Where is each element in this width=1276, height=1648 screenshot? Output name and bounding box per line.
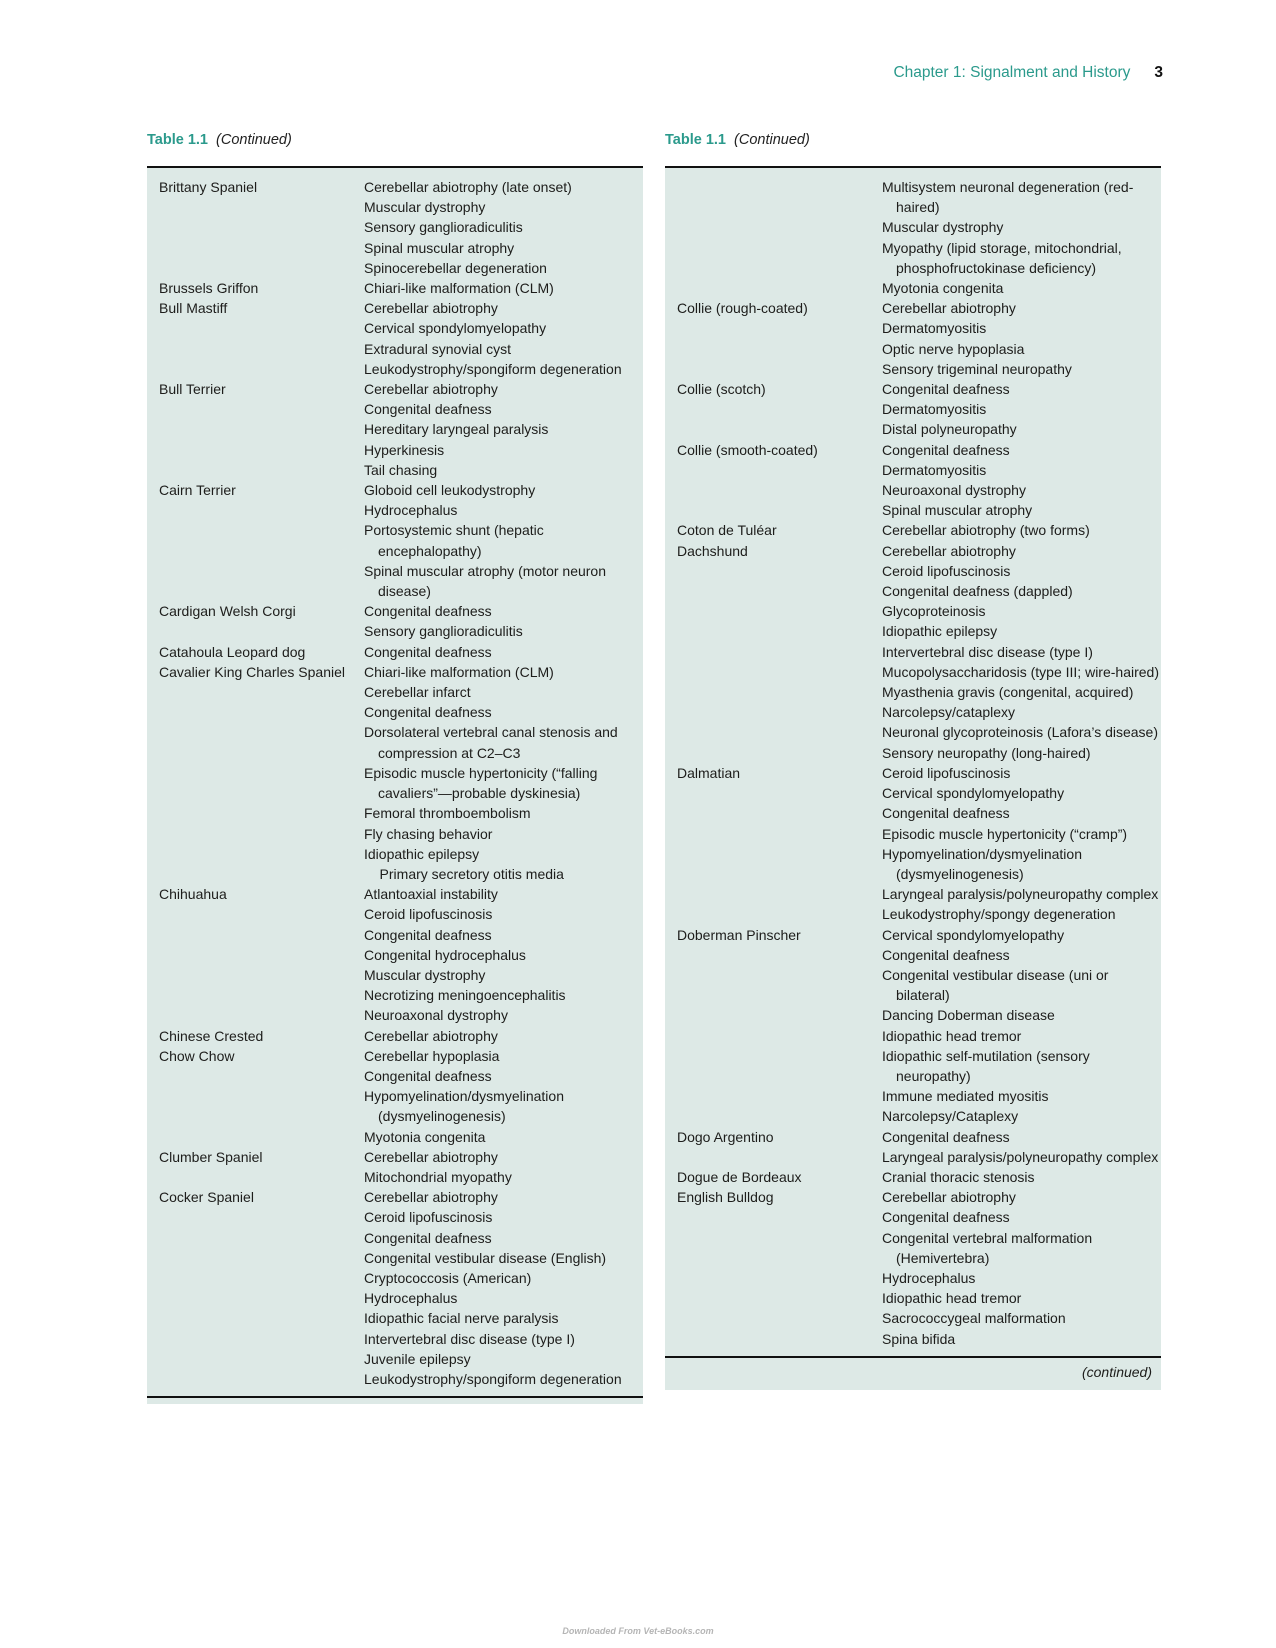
condition-item: Leukodystrophy/spongy degeneration (882, 906, 1116, 923)
breed-cell (665, 177, 882, 298)
table-row (147, 1147, 643, 1187)
conditions-cell (364, 662, 643, 884)
conditions-cell (364, 1147, 643, 1187)
conditions-cell (882, 520, 1161, 540)
condition-item: Myotonia congenita (882, 280, 1004, 297)
condition-item: Cerebellar abiotrophy (364, 1148, 498, 1165)
condition-item: Chiari-like malformation (CLM) (364, 663, 554, 680)
breed-cell: Chihuahua (159, 886, 227, 903)
breed-cell: Cavalier King Charles Spaniel (159, 663, 345, 680)
condition-item: Congenital deafness (882, 381, 1010, 398)
condition-item: Cerebellar abiotrophy (late onset) (364, 179, 572, 195)
condition-item: Cerebellar abiotrophy (882, 300, 1016, 317)
table-row (147, 298, 643, 379)
condition-item: Congenital deafness (dappled) (882, 583, 1073, 600)
conditions-cell (364, 177, 643, 278)
breed-cell: Cocker Spaniel (159, 1189, 254, 1206)
table-caption-right (665, 132, 810, 148)
condition-item: Atlantoaxial instability (364, 886, 498, 903)
table-row (147, 379, 643, 480)
breed-cell: Brussels Griffon (159, 280, 259, 297)
condition-item: Congenital deafness (364, 704, 492, 721)
continued-note: (continued) (1081, 1363, 1152, 1380)
table-row (147, 278, 643, 298)
condition-item: Idiopathic head tremor (882, 1290, 1022, 1307)
condition-item: Cervical spondylomyelopathy (882, 926, 1065, 943)
table-row (665, 520, 1161, 540)
conditions-cell (882, 1167, 1161, 1187)
condition-item: Muscular dystrophy (364, 199, 486, 216)
breed-disorder-table-left (147, 166, 643, 1404)
condition-item: Spinal muscular atrophy (364, 239, 515, 256)
condition-item: Dermatomyositis (882, 401, 987, 418)
condition-item: Congenital deafness (364, 603, 492, 620)
chapter-title: Chapter 1: Signalment and History (893, 64, 1131, 81)
condition-item: Juvenile epilepsy (364, 1350, 471, 1367)
condition-item: Episodic muscle hypertonicity (“falling cavaliers”—probable dyskinesia) (364, 764, 598, 802)
condition-item: Narcolepsy/Cataplexy (882, 1108, 1019, 1125)
condition-item: Intervertebral disc disease (type I) (364, 1330, 575, 1347)
condition-item: Sensory neuropathy (long-haired) (882, 744, 1091, 761)
condition-item: Muscular dystrophy (364, 966, 486, 983)
conditions-cell (364, 1046, 643, 1147)
breed-cell: Chinese Crested (159, 1027, 264, 1044)
conditions-cell (882, 177, 1161, 298)
table-label: Table 1.1 (147, 132, 208, 148)
condition-item: Leukodystrophy/spongiform degeneration (364, 360, 622, 377)
condition-item: Spinal muscular atrophy (882, 502, 1033, 519)
condition-item: Myopathy (lipid storage, mitochondrial, phosphofructokinase deficiency) (882, 239, 1122, 276)
table-row (147, 1187, 643, 1389)
condition-item: Ceroid lipofuscinosis (364, 906, 493, 923)
condition-item: Sensory ganglioradiculitis (364, 219, 523, 236)
breed-cell: Clumber Spaniel (159, 1148, 263, 1165)
condition-item: Congenital deafness (364, 401, 492, 418)
breed-cell: Dalmatian (677, 764, 741, 781)
conditions-cell (364, 298, 643, 379)
conditions-cell (882, 379, 1161, 440)
condition-item: Tail chasing (364, 461, 438, 478)
condition-item: Spina bifida (882, 1330, 956, 1347)
condition-item: Immune mediated myositis (882, 1088, 1049, 1105)
condition-item: Cerebellar abiotrophy (364, 1189, 498, 1206)
condition-item: Dorsolateral vertebral canal stenosis and compression at C2–C3 (364, 724, 618, 761)
breed-cell: Bull Mastiff (159, 300, 228, 317)
conditions-cell (364, 278, 643, 298)
condition-item: Laryngeal paralysis/polyneuropathy complex (882, 886, 1159, 903)
condition-item: Myasthenia gravis (congenital, acquired) (882, 684, 1134, 701)
condition-item: Ceroid lipofuscinosis (882, 764, 1011, 781)
table-row (665, 1187, 1161, 1349)
condition-item: Globoid cell leukodystrophy (364, 482, 536, 499)
table-caption-left (147, 132, 292, 148)
condition-item: Cerebellar abiotrophy (364, 381, 498, 398)
condition-item: Muscular dystrophy (882, 219, 1004, 236)
table-row (147, 1046, 643, 1147)
conditions-cell (882, 1127, 1161, 1167)
condition-item: Episodic muscle hypertonicity (“cramp”) (882, 825, 1128, 842)
condition-item: Dermatomyositis (882, 320, 987, 337)
condition-item: Portosystemic shunt (hepatic encephalopathy) (364, 522, 544, 559)
table-row (147, 480, 643, 601)
table-row (147, 662, 643, 884)
table-row (147, 601, 643, 641)
condition-item: Hyperkinesis (364, 441, 445, 458)
condition-item: Sensory ganglioradiculitis (364, 623, 523, 640)
condition-item: Laryngeal paralysis/polyneuropathy complex (882, 1148, 1159, 1165)
condition-item: Cerebellar infarct (364, 684, 471, 701)
condition-item: Cranial thoracic stenosis (882, 1168, 1035, 1185)
condition-item: Idiopathic epilepsy (882, 623, 998, 640)
breed-cell: Doberman Pinscher (677, 926, 801, 943)
condition-item: Cervical spondylomyelopathy (364, 320, 547, 337)
condition-item: Congenital deafness (364, 643, 492, 660)
condition-item: Ceroid lipofuscinosis (364, 1209, 493, 1226)
condition-item: Cerebellar abiotrophy (364, 300, 498, 317)
condition-item: Hydrocephalus (364, 502, 458, 519)
conditions-cell (882, 1187, 1161, 1349)
condition-item: Narcolepsy/cataplexy (882, 704, 1016, 721)
condition-item: Congenital deafness (882, 805, 1010, 822)
condition-item: Cerebellar abiotrophy (364, 1027, 498, 1044)
condition-item: Idiopathic self-mutilation (sensory neuropathy) (882, 1047, 1090, 1084)
breed-cell: Cairn Terrier (159, 482, 236, 499)
condition-item: Hypomyelination/dysmyelination (dysmyelinogenesis) (882, 845, 1082, 882)
condition-item: Spinal muscular atrophy (motor neuron disease) (364, 562, 607, 600)
running-header (893, 64, 1163, 82)
condition-item: Hydrocephalus (364, 1290, 458, 1307)
condition-item: Leukodystrophy/spongiform degeneration (364, 1370, 622, 1387)
table-row (665, 440, 1161, 521)
breed-cell: Collie (smooth-coated) (677, 441, 818, 458)
breed-disorder-table-right (665, 166, 1161, 1390)
condition-item: Congenital deafness (882, 1128, 1010, 1145)
condition-item: Sacrococcygeal malformation (882, 1310, 1066, 1327)
condition-item: Dancing Doberman disease (882, 1007, 1055, 1024)
table-row (147, 1026, 643, 1046)
table-row (665, 177, 1161, 298)
table-body (665, 168, 1161, 1349)
condition-item: Optic nerve hypoplasia (882, 340, 1025, 357)
table-label: Table 1.1 (665, 132, 726, 148)
breed-cell: Dachshund (677, 542, 748, 559)
breed-cell: Bull Terrier (159, 381, 226, 398)
conditions-cell (364, 379, 643, 480)
page-number: 3 (1154, 64, 1163, 81)
table-row (665, 298, 1161, 379)
breed-cell: Collie (rough-coated) (677, 300, 808, 317)
breed-cell: English Bulldog (677, 1189, 774, 1206)
condition-item: Multisystem neuronal degeneration (red-haired) (882, 179, 1134, 216)
conditions-cell (364, 642, 643, 662)
condition-item: Congenital vertebral malformation (Hemivertebra) (882, 1229, 1093, 1266)
table-row (665, 541, 1161, 763)
breed-cell: Dogo Argentino (677, 1128, 774, 1145)
table-row (665, 763, 1161, 925)
condition-item: Chiari-like malformation (CLM) (364, 280, 554, 297)
condition-item: Cervical spondylomyelopathy (882, 785, 1065, 802)
breed-cell: Cardigan Welsh Corgi (159, 603, 296, 620)
condition-item: Congenital deafness (364, 926, 492, 943)
table-row (665, 1127, 1161, 1167)
condition-item: Idiopathic epilepsy (364, 845, 480, 862)
condition-item: Cerebellar abiotrophy (882, 1189, 1016, 1206)
condition-item: Congenital deafness (364, 1067, 492, 1084)
condition-item: Congenital deafness (882, 441, 1010, 458)
condition-item: Neuroaxonal dystrophy (364, 1007, 508, 1024)
condition-item: Sensory trigeminal neuropathy (882, 360, 1072, 377)
condition-item: Ceroid lipofuscinosis (882, 562, 1011, 579)
breed-cell: Chow Chow (159, 1047, 235, 1064)
condition-item: Mitochondrial myopathy (364, 1168, 512, 1185)
condition-item: Glycoproteinosis (882, 603, 986, 620)
condition-item: Congenital vestibular disease (uni or bilateral) (882, 966, 1109, 1004)
table-row (665, 379, 1161, 440)
conditions-cell (364, 601, 643, 641)
condition-item: Fly chasing behavior (364, 825, 493, 842)
condition-item: Congenital deafness (882, 946, 1010, 963)
conditions-cell (882, 440, 1161, 521)
condition-item: Hereditary laryngeal paralysis (364, 421, 549, 438)
table-row (147, 177, 643, 278)
breed-cell: Collie (scotch) (677, 381, 766, 398)
conditions-cell (364, 1026, 643, 1046)
condition-item: Femoral thromboembolism (364, 805, 531, 822)
condition-item: Congenital deafness (364, 1229, 492, 1246)
table-body (147, 168, 643, 1389)
condition-item: Hypomyelination/dysmyelination (dysmyelinogenesis) (364, 1088, 564, 1125)
conditions-cell (882, 925, 1161, 1127)
breed-cell: Coton de Tuléar (677, 522, 777, 539)
condition-item: Cerebellar hypoplasia (364, 1047, 500, 1064)
condition-item: Hydrocephalus (882, 1269, 976, 1286)
condition-item: Congenital hydrocephalus (364, 946, 526, 963)
table-row (665, 925, 1161, 1127)
condition-item: Congenital deafness (882, 1209, 1010, 1226)
table-row (147, 884, 643, 1025)
condition-item: Necrotizing meningoencephalitis (364, 987, 566, 1004)
condition-item: Neuroaxonal dystrophy (882, 482, 1026, 499)
breed-cell: Catahoula Leopard dog (159, 643, 306, 660)
breed-cell: Dogue de Bordeaux (677, 1168, 802, 1185)
conditions-cell (882, 541, 1161, 763)
condition-item: Intervertebral disc disease (type I) (882, 643, 1093, 660)
conditions-cell (364, 884, 643, 1025)
condition-item: Extradural synovial cyst (364, 340, 512, 357)
condition-item: Myotonia congenita (364, 1128, 486, 1145)
conditions-cell (882, 298, 1161, 379)
table-continued-note: (Continued) (216, 132, 292, 148)
conditions-cell (364, 480, 643, 601)
table-row (147, 642, 643, 662)
condition-item: Idiopathic head tremor (882, 1027, 1022, 1044)
condition-item: Cryptococcosis (American) (364, 1269, 532, 1286)
condition-item: Distal polyneuropathy (882, 421, 1017, 438)
condition-item: Mucopolysaccharidosis (type III; wire-haired) (882, 663, 1159, 680)
condition-item: Cerebellar abiotrophy (882, 542, 1016, 559)
conditions-cell (882, 763, 1161, 925)
condition-item: Congenital vestibular disease (English) (364, 1249, 607, 1266)
condition-item: Cerebellar abiotrophy (two forms) (882, 522, 1090, 539)
condition-item: Primary secretory otitis media (364, 865, 564, 882)
condition-item: Neuronal glycoproteinosis (Lafora’s disease) (882, 724, 1159, 741)
table-continued-note: (Continued) (734, 132, 810, 148)
condition-item: Spinocerebellar degeneration (364, 259, 547, 276)
table-row (665, 1167, 1161, 1187)
breed-cell: Brittany Spaniel (159, 179, 258, 195)
conditions-cell (364, 1187, 643, 1389)
condition-item: Dermatomyositis (882, 461, 987, 478)
condition-item: Idiopathic facial nerve paralysis (364, 1310, 559, 1327)
download-watermark: Downloaded From Vet-eBooks.com (562, 1626, 714, 1636)
